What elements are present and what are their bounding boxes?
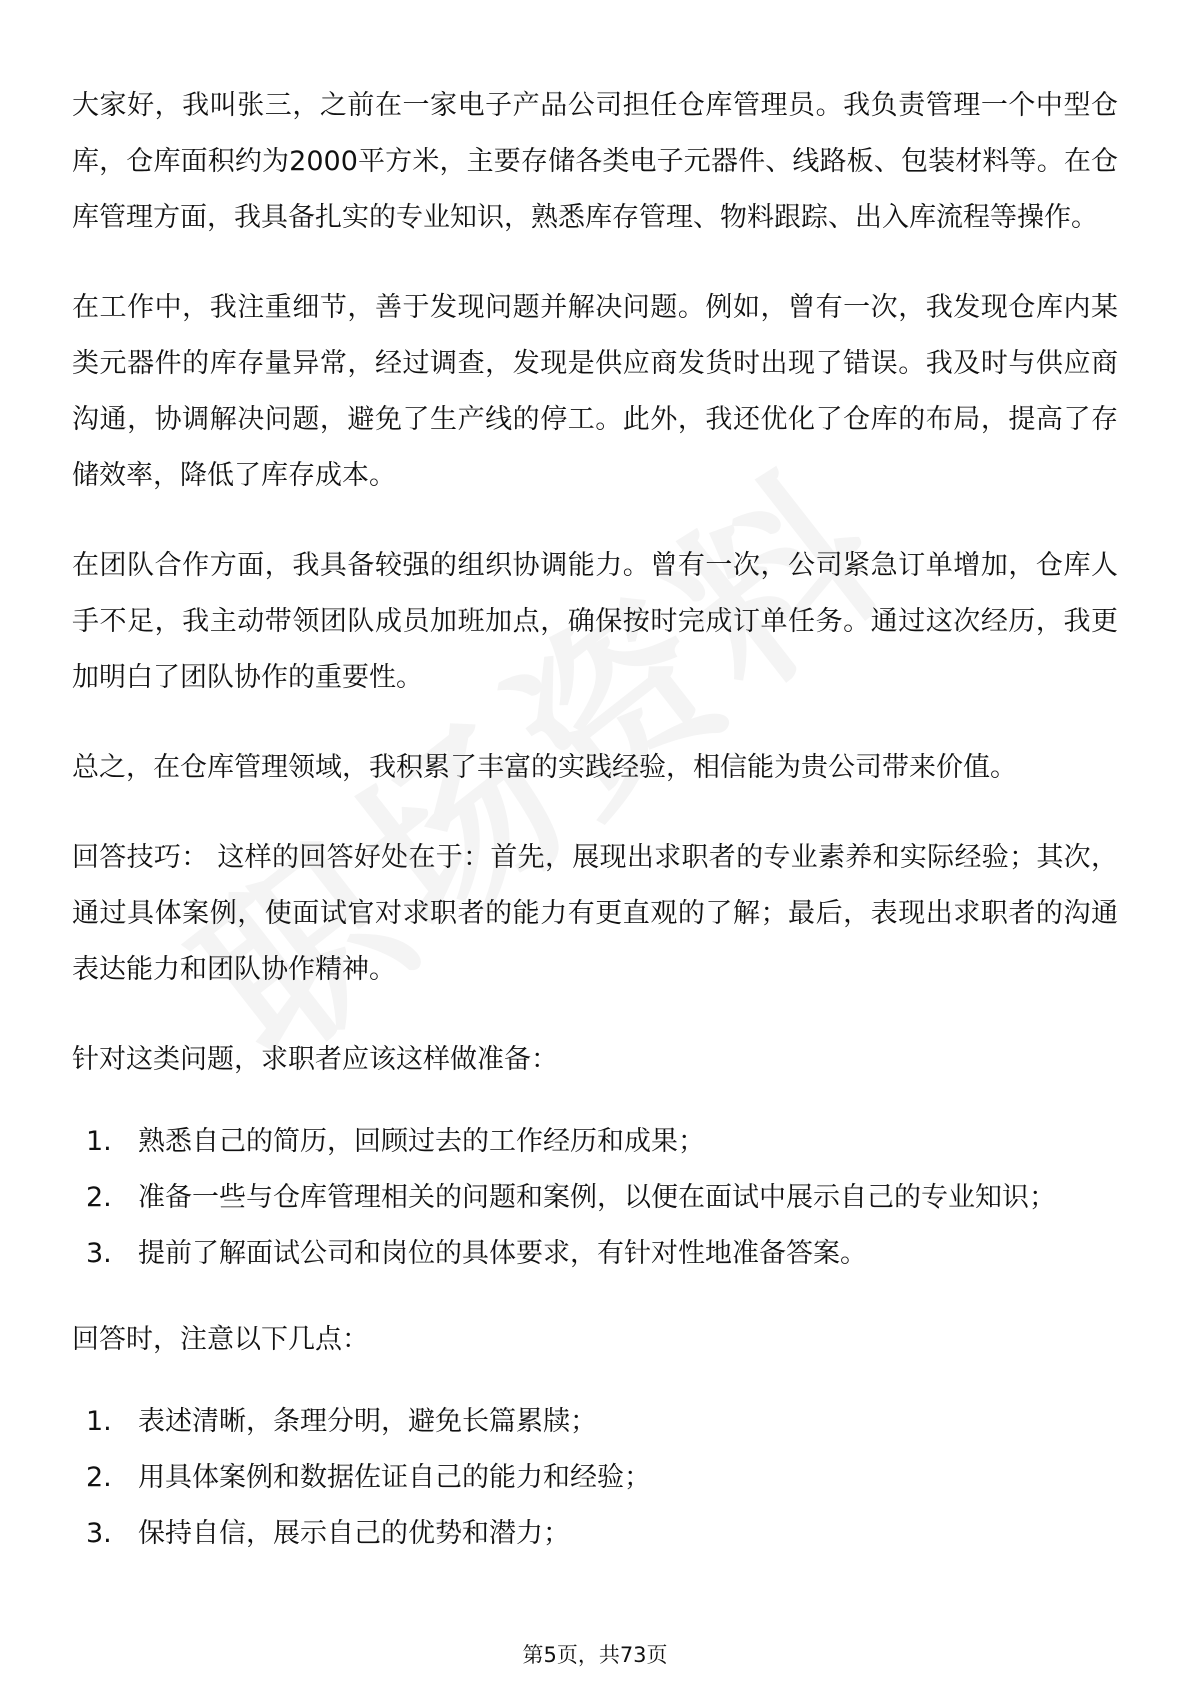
list-number: 2.: [86, 1462, 112, 1493]
paragraph-answer-tips: 回答技巧： 这样的回答好处在于：首先，展现出求职者的专业素养和实际经验；其次，通过具体案例，使面试官对求职者的能力有更直观的了解；最后，表现出求职者的沟通表达能力和团队协作精神。: [72, 842, 1118, 985]
preparation-list: [72, 1114, 1118, 1282]
answer-notes-list: [72, 1394, 1118, 1562]
list-text: 表述清晰，条理分明，避免长篇累牍；: [138, 1406, 597, 1437]
paragraph-intro: 大家好，我叫张三，之前在一家电子产品公司担任仓库管理员。我负责管理一个中型仓库，仓库面积约为2000平方米，主要存储各类电子元器件、线路板、包装材料等。在仓库管理方面，我具备扎实的专业知识，熟悉库存管理、物料跟踪、出入库流程等操作。: [72, 90, 1118, 233]
list-number: 1.: [86, 1126, 112, 1157]
list-number: 1.: [86, 1406, 112, 1437]
paragraph-summary: 总之，在仓库管理领域，我积累了丰富的实践经验，相信能为贵公司带来价值。: [72, 752, 1017, 783]
list-number: 3.: [86, 1518, 112, 1549]
page-number-footer: 第5页，共73页: [522, 1643, 668, 1667]
list-text: 熟悉自己的简历，回顾过去的工作经历和成果；: [138, 1126, 705, 1157]
document-body: [72, 78, 1118, 1592]
list-item: [72, 1114, 1118, 1170]
list-number: 2.: [86, 1182, 112, 1213]
paragraph-problem-solving: 在工作中，我注重细节，善于发现问题并解决问题。例如，曾有一次，我发现仓库内某类元器件的库存量异常，经过调查，发现是供应商发货时出现了错误。我及时与供应商沟通，协调解决问题，避免了生产线的停工。此外，我还优化了仓库的布局，提高了存储效率，降低了库存成本。: [72, 292, 1118, 491]
list-item: [72, 1226, 1118, 1282]
paragraph-answer-notes-heading: 回答时，注意以下几点：: [72, 1324, 369, 1355]
list-text: 保持自信，展示自己的优势和潜力；: [138, 1518, 570, 1549]
list-item: [72, 1450, 1118, 1506]
paragraph-preparation-heading: 针对这类问题，求职者应该这样做准备：: [72, 1044, 558, 1075]
paragraph-teamwork: 在团队合作方面，我具备较强的组织协调能力。曾有一次，公司紧急订单增加，仓库人手不足，我主动带领团队成员加班加点，确保按时完成订单任务。通过这次经历，我更加明白了团队协作的重要性。: [72, 550, 1118, 693]
list-text: 提前了解面试公司和岗位的具体要求，有针对性地准备答案。: [138, 1238, 867, 1269]
list-item: [72, 1394, 1118, 1450]
list-number: 3.: [86, 1238, 112, 1269]
list-item: [72, 1170, 1118, 1226]
list-text: 准备一些与仓库管理相关的问题和案例，以便在面试中展示自己的专业知识；: [138, 1182, 1056, 1213]
list-item: [72, 1506, 1118, 1562]
list-text: 用具体案例和数据佐证自己的能力和经验；: [138, 1462, 651, 1493]
